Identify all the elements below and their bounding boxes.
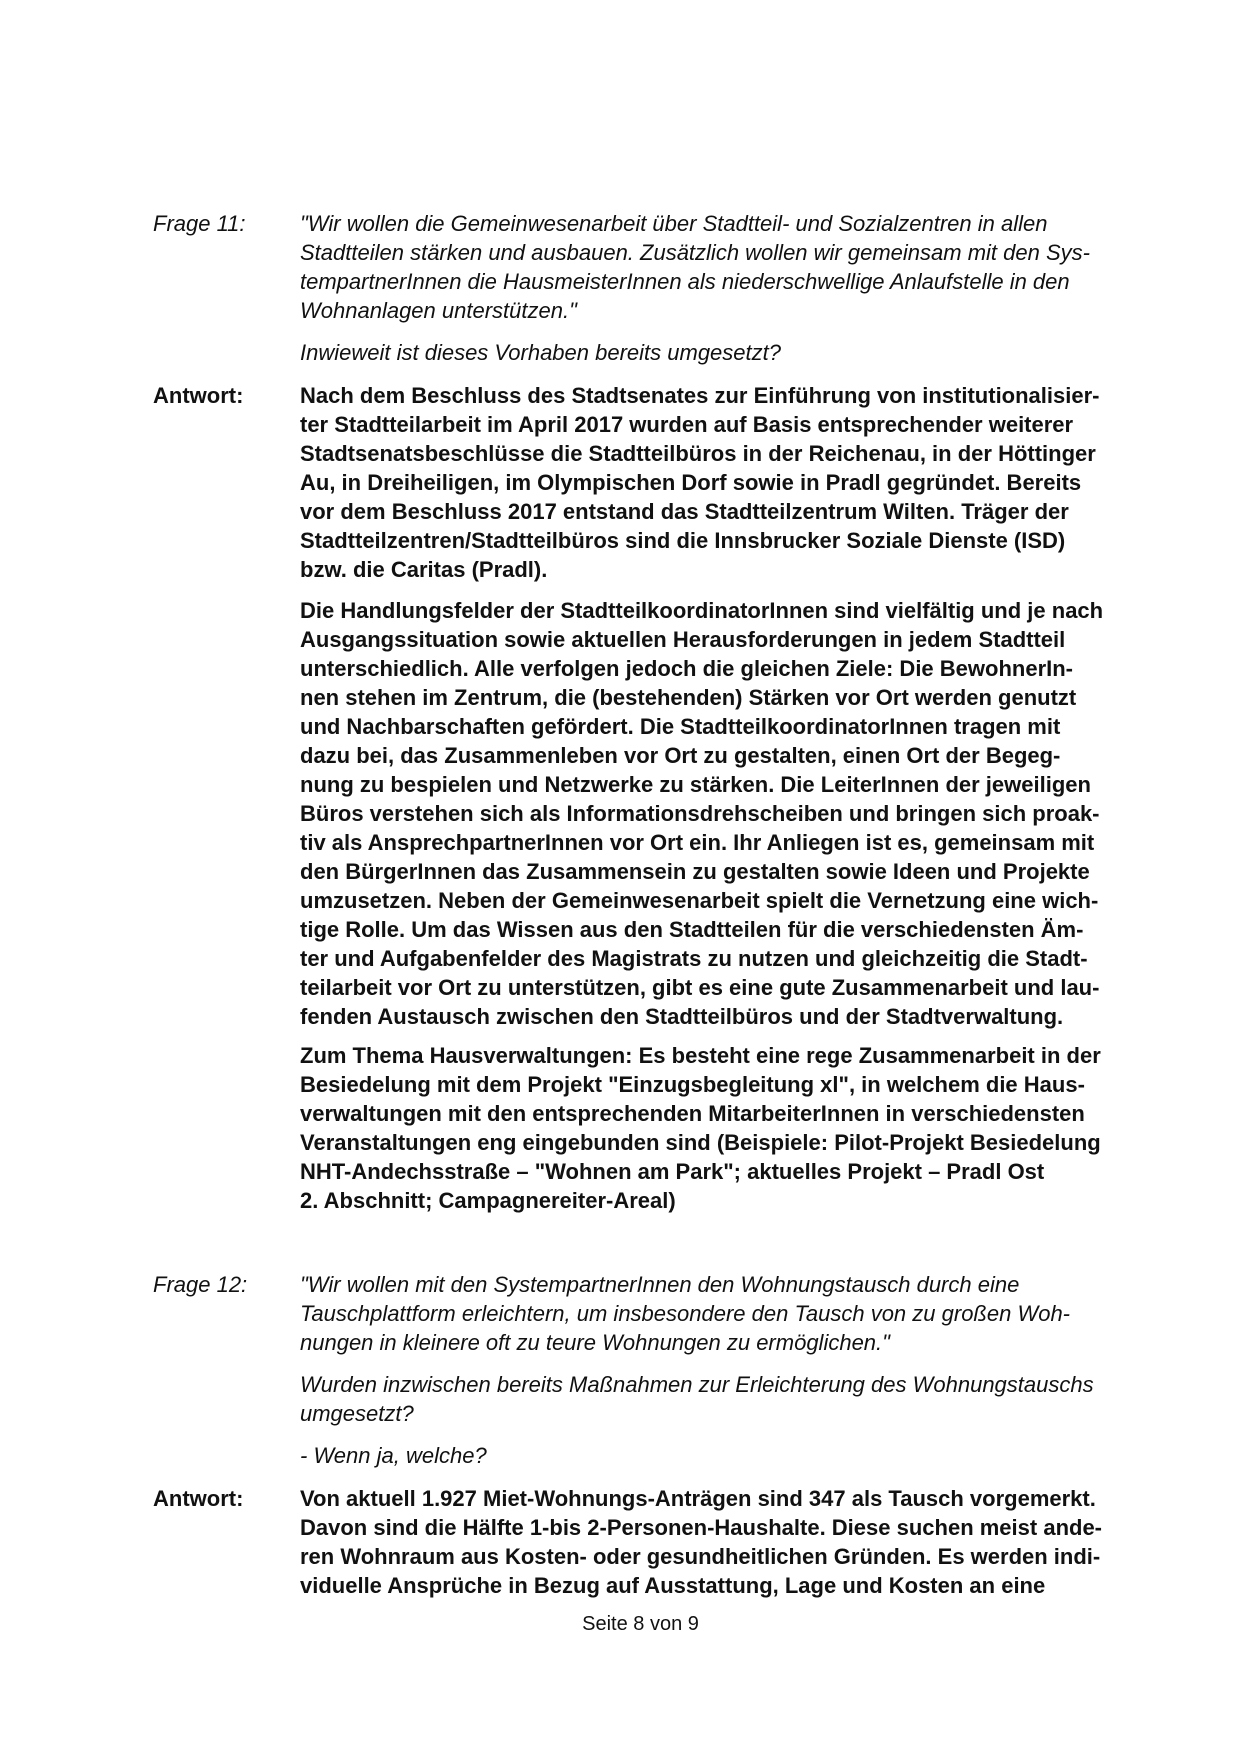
- question-12-sub-question: [300, 1441, 1140, 1470]
- text-line: Inwieweit ist dieses Vorhaben bereits umgesetzt?: [300, 340, 781, 365]
- text-line: - Wenn ja, welche?: [300, 1443, 487, 1468]
- text-line: "Wir wollen mit den SystempartnerInnen den Wohnungstausch durch eine: [300, 1272, 1020, 1297]
- text-line: vor dem Beschluss 2017 entstand das Stadtteilzentrum Wilten. Träger der: [300, 499, 1069, 524]
- text-line: Veranstaltungen eng eingebunden sind (Beispiele: Pilot-Projekt Besiedelung: [300, 1130, 1101, 1155]
- text-line: 2. Abschnitt; Campagnereiter-Areal): [300, 1188, 676, 1213]
- answer-12-paragraph: [300, 1484, 1140, 1600]
- text-line: Stadtsenatsbeschlüsse die Stadtteilbüros in der Reichenau, in der Höttinger: [300, 441, 1096, 466]
- text-line: Die Handlungsfelder der StadtteilkoordinatorInnen sind vielfältig und je nach: [300, 598, 1104, 623]
- text-line: "Wir wollen die Gemeinwesenarbeit über Stadtteil- und Sozialzentren in allen: [300, 211, 1048, 236]
- text-line: Wurden inzwischen bereits Maßnahmen zur Erleichterung des Wohnungstauschs: [300, 1372, 1094, 1397]
- text-line: Zum Thema Hausverwaltungen: Es besteht eine rege Zusammenarbeit in der: [300, 1043, 1101, 1068]
- text-line: nung zu bespielen und Netzwerke zu stärken. Die LeiterInnen der jeweiligen: [300, 772, 1091, 797]
- text-line: Büros verstehen sich als Informationsdrehscheiben und bringen sich proak-: [300, 801, 1100, 826]
- text-line: Nach dem Beschluss des Stadtsenates zur Einführung von institutionalisier-: [300, 383, 1100, 408]
- answer-11-paragraph-2: [300, 596, 1140, 1031]
- text-line: nen stehen im Zentrum, die (bestehenden) Stärken vor Ort werden genutzt: [300, 685, 1077, 710]
- text-line: Stadtteilen stärken und ausbauen. Zusätzlich wollen wir gemeinsam mit den Sys-: [300, 240, 1090, 265]
- text-line: Wohnanlagen unterstützen.": [300, 298, 577, 323]
- text-line: Stadtteilzentren/Stadtteilbüros sind die Innsbrucker Soziale Dienste (ISD): [300, 528, 1066, 553]
- text-line: ter Stadtteilarbeit im April 2017 wurden auf Basis entsprechender weiterer: [300, 412, 1074, 437]
- answer-11-paragraph-3: [300, 1041, 1140, 1215]
- text-line: Von aktuell 1.927 Miet-Wohnungs-Anträgen sind 347 als Tausch vorgemerkt.: [300, 1486, 1096, 1511]
- text-line: unterschiedlich. Alle verfolgen jedoch die gleichen Ziele: Die BewohnerIn-: [300, 656, 1074, 681]
- text-line: umzusetzen. Neben der Gemeinwesenarbeit spielt die Vernetzung eine wich-: [300, 888, 1099, 913]
- question-12-question: [300, 1370, 1140, 1428]
- text-line: tige Rolle. Um das Wissen aus den Stadtteilen für die verschiedensten Äm-: [300, 917, 1084, 942]
- text-line: viduelle Ansprüche in Bezug auf Ausstattung, Lage und Kosten an eine: [300, 1573, 1046, 1598]
- question-11-question: [300, 338, 1140, 367]
- answer-12-label: Antwort:: [153, 1486, 244, 1511]
- text-line: bzw. die Caritas (Pradl).: [300, 557, 548, 582]
- text-line: NHT-Andechsstraße – "Wohnen am Park"; aktuelles Projekt – Pradl Ost: [300, 1159, 1045, 1184]
- question-11-label: Frage 11:: [153, 211, 246, 236]
- text-line: fenden Austausch zwischen den Stadtteilbüros und der Stadtverwaltung.: [300, 1004, 1064, 1029]
- text-line: Au, in Dreiheiligen, im Olympischen Dorf sowie in Pradl gegründet. Bereits: [300, 470, 1082, 495]
- text-line: ren Wohnraum aus Kosten- oder gesundheitlichen Gründen. Es werden indi-: [300, 1544, 1101, 1569]
- answer-11-paragraph-1: [300, 381, 1140, 584]
- text-line: teilarbeit vor Ort zu unterstützen, gibt es eine gute Zusammenarbeit und lau-: [300, 975, 1100, 1000]
- page-number: Seite 8 von 9: [582, 1613, 699, 1635]
- text-line: verwaltungen mit den entsprechenden MitarbeiterInnen in verschiedensten: [300, 1101, 1085, 1126]
- answer-11-label: Antwort:: [153, 383, 244, 408]
- text-line: Davon sind die Hälfte 1-bis 2-Personen-Haushalte. Diese suchen meist ande-: [300, 1515, 1103, 1540]
- text-line: Besiedelung mit dem Projekt "Einzugsbegleitung xl", in welchem die Haus-: [300, 1072, 1085, 1097]
- text-line: ter und Aufgabenfelder des Magistrats zu nutzen und gleichzeitig die Stadt-: [300, 946, 1088, 971]
- text-line: tiv als AnsprechpartnerInnen vor Ort ein. Ihr Anliegen ist es, gemeinsam mit: [300, 830, 1095, 855]
- question-11-quote: [300, 209, 1140, 325]
- question-12-label: Frage 12:: [153, 1272, 248, 1297]
- text-line: nungen in kleinere oft zu teure Wohnungen zu ermöglichen.": [300, 1330, 890, 1355]
- question-12-quote: [300, 1270, 1140, 1357]
- text-line: dazu bei, das Zusammenleben vor Ort zu gestalten, einen Ort der Begeg-: [300, 743, 1061, 768]
- text-line: umgesetzt?: [300, 1401, 414, 1426]
- text-line: Tauschplattform erleichtern, um insbesondere den Tausch von zu großen Woh-: [300, 1301, 1071, 1326]
- text-line: Ausgangssituation sowie aktuellen Herausforderungen in jedem Stadtteil: [300, 627, 1066, 652]
- text-line: tempartnerInnen die HausmeisterInnen als niederschwellige Anlaufstelle in den: [300, 269, 1070, 294]
- text-line: und Nachbarschaften gefördert. Die StadtteilkoordinatorInnen tragen mit: [300, 714, 1061, 739]
- text-line: den BürgerInnen das Zusammensein zu gestalten sowie Ideen und Projekte: [300, 859, 1090, 884]
